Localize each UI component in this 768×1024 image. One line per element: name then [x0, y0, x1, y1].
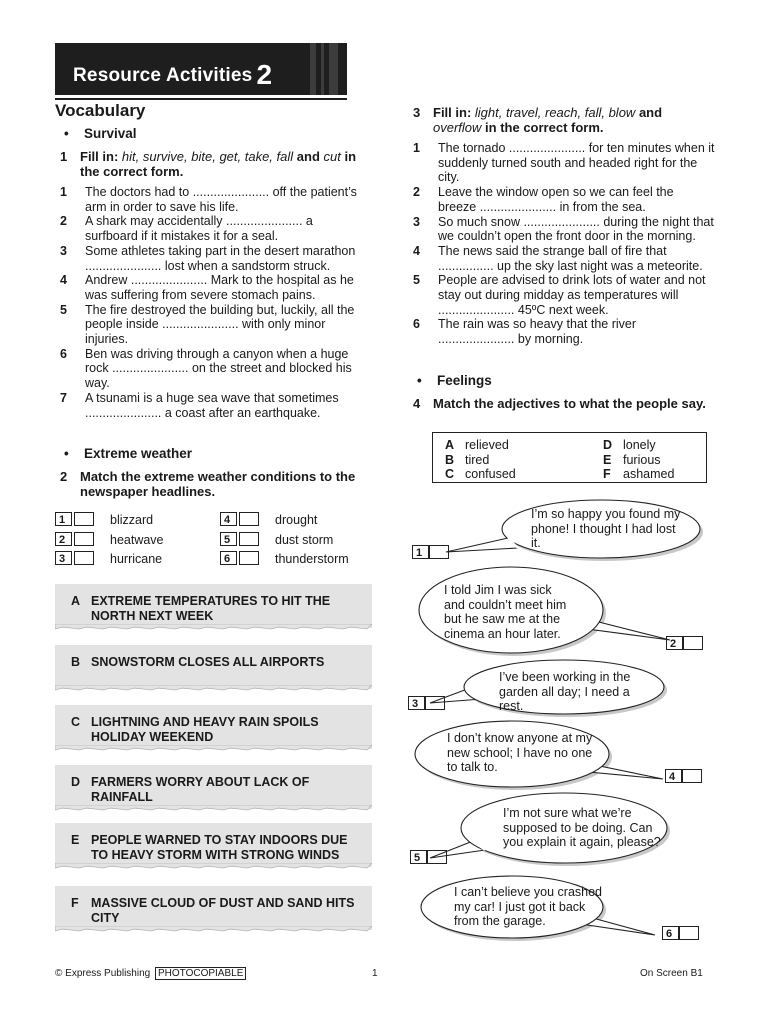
item-text: The news said the strange ball of fire that ................ up the sky last night was a meteorite.	[438, 243, 703, 273]
item-number: 4	[60, 273, 67, 288]
bubble-answer-box[interactable]	[427, 850, 447, 864]
item-text: Andrew ...................... Mark to the hospital as he was suffering from severe stomach pains.	[85, 273, 354, 302]
bubble-number-box: 3	[408, 696, 425, 710]
item-number: 5	[413, 273, 420, 288]
exercise-number: 4	[413, 396, 421, 411]
word-list: hit, survive, bite, get, take, fall	[121, 149, 294, 164]
speech-bubble-text: I’m not sure what we’re supposed to be doing. Can you explain it again, please?	[503, 806, 661, 850]
number-box: 6	[220, 551, 237, 565]
item-number: 3	[413, 214, 420, 229]
number-box: 4	[220, 512, 237, 526]
number-box: 1	[55, 512, 72, 526]
headline-text: FARMERS WORRY ABOUT LACK OF RAINFALL	[91, 775, 310, 804]
instr-lead: Fill in:	[80, 149, 119, 164]
bubble-number-box: 5	[410, 850, 427, 864]
number-box: 5	[220, 532, 237, 546]
copyright: © Express Publishing	[55, 968, 151, 979]
footer-left	[55, 968, 246, 979]
word-last: cut	[323, 149, 341, 164]
item-number: 7	[60, 390, 67, 405]
item-text: The fire destroyed the building but, luckily, all the people inside ...................... with only minor injuries.	[85, 302, 355, 347]
extreme-weather-heading: • Extreme weather	[64, 446, 193, 461]
number-box: 3	[55, 551, 72, 565]
weather-word: hurricane	[110, 552, 163, 566]
item-number: 1	[413, 141, 420, 155]
bubble-tail	[446, 538, 518, 552]
adjective-word: tired	[465, 452, 490, 467]
instr-lead: Fill in:	[433, 105, 472, 120]
item-text: A shark may accidentally ...................... a surfboard if it mistakes it for a seal.	[85, 214, 313, 244]
item-text: The tornado ...................... for ten minutes when it suddenly turned south and headed right for the city.	[438, 141, 715, 185]
adjective-word: confused	[465, 467, 516, 481]
headline-text: PEOPLE WARNED TO STAY INDOORS DUE TO HEAVY STORM WITH STRONG WINDS	[91, 833, 348, 862]
headline-letter: C	[71, 715, 81, 729]
exercise-number: 1	[60, 149, 68, 164]
headline-text: LIGHTNING AND HEAVY RAIN SPOILS HOLIDAY WEEKEND	[91, 715, 319, 744]
item-text: Some athletes taking part in the desert marathon ...................... lost when a sandstorm struck.	[85, 243, 356, 273]
item-text: Leave the window open so we can feel the breeze ...................... in from the sea.	[438, 185, 674, 214]
photocopiable-badge: PHOTOCOPIABLE	[155, 967, 246, 980]
bubble-answer-box[interactable]	[682, 769, 702, 783]
item-text: A tsunami is a huge sea wave that sometimes ...................... a coast after an earthquake.	[85, 390, 339, 420]
headline-text: SNOWSTORM CLOSES ALL AIRPORTS	[91, 655, 325, 669]
weather-word: thunderstorm	[275, 552, 349, 566]
bubble-answer-box[interactable]	[683, 636, 703, 650]
feelings-heading: • Feelings	[417, 373, 492, 388]
adjective-word: furious	[623, 452, 661, 467]
item-number: 5	[60, 302, 67, 317]
item-text: Ben was driving through a canyon when a huge rock ...................... on the street and blocked his way.	[85, 346, 352, 391]
adjective-letter: E	[603, 452, 612, 467]
item-number: 3	[60, 243, 67, 258]
speech-bubble-text: I’m so happy you found my phone! I thought I had lost it.	[531, 507, 681, 551]
adjective-letter: B	[445, 452, 455, 467]
bubble-answer-box[interactable]	[679, 926, 699, 940]
extreme-heading-text: Extreme weather	[84, 446, 193, 461]
series-name: On Screen B1	[640, 968, 703, 979]
item-number: 2	[413, 185, 420, 200]
exercise-number: 3	[413, 105, 421, 120]
adjective-letter: F	[603, 467, 611, 481]
instr-tail: in the correct form.	[485, 120, 604, 135]
item-number: 6	[60, 346, 67, 361]
adjective-word: lonely	[623, 438, 656, 452]
bubble-answer-box[interactable]	[429, 545, 449, 559]
bubble-number-box: 6	[662, 926, 679, 940]
exercise-4-title: Match the adjectives to what the people say.	[433, 396, 706, 411]
speech-bubble-text: I can’t believe you crashed my car! I just got it back from the garage.	[454, 885, 603, 929]
weather-word: heatwave	[110, 532, 164, 547]
instr-tail: in the correct form.	[80, 149, 357, 179]
bubble-number-box: 4	[665, 769, 682, 783]
word-list: light, travel, reach, fall, blow	[474, 105, 636, 120]
weather-word: dust storm	[275, 532, 334, 547]
adjective-letter: C	[445, 467, 455, 481]
headline-text: EXTREME TEMPERATURES TO HIT THE NORTH NEXT WEEK	[91, 594, 331, 623]
exercise-2-title: Match the extreme weather conditions to the newspaper headlines.	[80, 469, 356, 499]
item-text: The doctors had to ...................... off the patient’s arm in order to save his life.	[85, 185, 357, 214]
exercise-number: 2	[60, 469, 68, 484]
bubble-number-box: 1	[412, 545, 429, 559]
bubble-number-box: 2	[666, 636, 683, 650]
headline-letter: D	[71, 775, 81, 789]
adjective-word: relieved	[465, 438, 509, 452]
title-number: 2	[256, 59, 273, 90]
adjective-letter: D	[603, 438, 613, 452]
headline-letter: E	[71, 833, 80, 847]
adjective-letter: A	[445, 438, 455, 452]
item-text: So much snow ...................... during the night that we couldn’t open the front door in the morning.	[438, 214, 714, 244]
word-last: overflow	[433, 120, 482, 135]
survival-heading: • Survival	[64, 126, 137, 141]
vocabulary-heading: Vocabulary	[55, 101, 146, 120]
headline-text: MASSIVE CLOUD OF DUST AND SAND HITS CITY	[91, 896, 355, 925]
weather-word: blizzard	[110, 513, 154, 527]
item-text: The rain was so heavy that the river ...................... by morning.	[438, 317, 637, 347]
instr-and: and	[296, 149, 320, 164]
bubble-answer-box[interactable]	[425, 696, 445, 710]
survival-heading-text: Survival	[84, 126, 137, 141]
page-number: 1	[372, 968, 378, 979]
number-box: 2	[55, 532, 72, 546]
adjective-word: ashamed	[623, 467, 675, 481]
item-number: 1	[60, 185, 67, 199]
speech-bubble-text: I don’t know anyone at my new school; I have no one to talk to.	[447, 731, 593, 775]
instr-and: and	[638, 105, 663, 120]
weather-word: drought	[275, 513, 318, 527]
speech-bubble-text: I told Jim I was sick and couldn’t meet him but he saw me at the cinema an hour later.	[444, 583, 567, 642]
speech-bubble-text: I’ve been working in the garden all day; I need a rest.	[499, 670, 631, 714]
item-number: 6	[413, 317, 420, 332]
title-text: Resource Activities	[73, 65, 253, 86]
headline-letter: A	[71, 594, 81, 608]
headline-letter: F	[71, 896, 79, 910]
feelings-heading-text: Feelings	[437, 373, 492, 388]
item-number: 2	[60, 214, 67, 229]
item-number: 4	[413, 243, 420, 258]
headline-letter: B	[71, 655, 81, 669]
item-text: People are advised to drink lots of water and not stay out during midday as temperatures will ...................... 45ºC next week.	[438, 273, 706, 317]
